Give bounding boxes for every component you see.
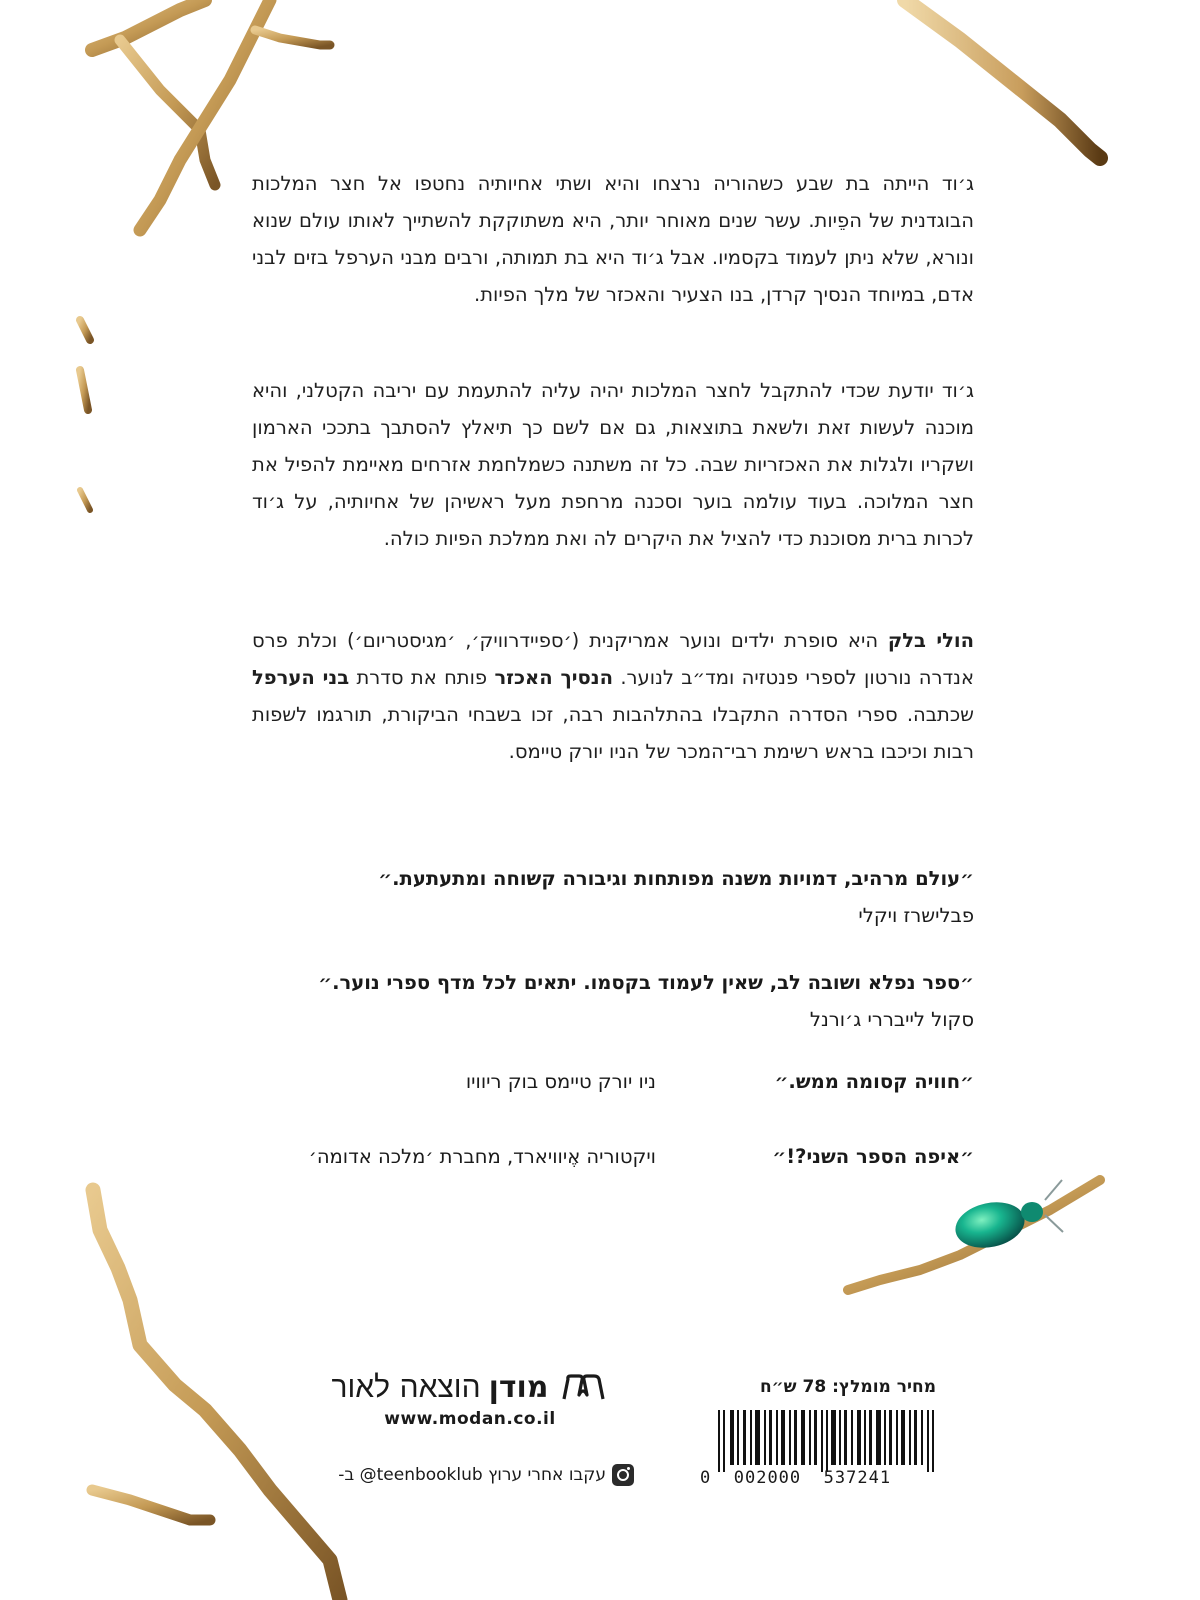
author-bio: הולי בלק היא סופרת ילדים ונוער אמריקנית (׳ספיידרוויק׳, ׳מגיסטריום׳) וכלת פרס אנדרה נורטון לספרי פנטזיה ומד״ב לנוער. הנסיך האכזר פותח את סדרת בני הערפל שכתבה. ספרי הסדרה התקבלו בהתלהבות רבה, זכו בשבחי הביקורת, תורגמו לשפות רבות וכיכבו בראש רשימת רבי־המכר של הניו יורק טיימס. bbox=[252, 629, 974, 763]
book-title: הנסיך האכזר bbox=[494, 666, 614, 689]
recommended-price: מחיר מומלץ: 78 ש״ח bbox=[759, 1377, 936, 1397]
publisher-name: מודן bbox=[488, 1370, 549, 1405]
publisher-block bbox=[300, 1370, 640, 1429]
beetle-illustration bbox=[951, 1180, 1063, 1254]
publisher-tagline: הוצאה לאור bbox=[331, 1370, 481, 1405]
synopsis-paragraph-1: ג׳וד הייתה בת שבע כשהוריה נרצחו והיא ושתי אחיותיה נחטפו אל חצר המלכות הבוגדנית של הפֵיות. עשר שנים מאוחר יותר, היא משתוקקת להשתייך לאותו עולם שנוא ונורא, שלא ניתן לעמוד בקסמיו. אבל ג׳וד היא בת תמותה, ורבים מבני הערפל בזים לבני אדם, במיוחד הנסיך קרדן, בנו הצעיר והאכזר של מלך הפיות. bbox=[252, 172, 974, 306]
modan-logo-icon bbox=[557, 1373, 609, 1403]
barcode-number: 0 002000 537241 bbox=[700, 1468, 892, 1488]
synopsis-paragraph-2: ג׳וד יודעת שכדי להתקבל לחצר המלכות יהיה עליה להתעמת עם יריבה הקטלני, והיא מוכנה לעשות זאת ולשאת בתוצאות, גם אם לשם כך תיאלץ להסתבך בתככי הארמון ושקריו ולגלות את האכזריות שבה. כל זה משתנה כשמלחמת אזרחים מאיימת להפיל את חצר המלוכה. בעוד עולמה בוער וסכנה מרחפת מעל ראשיהן של אחיותיה, על ג׳וד לכרות ברית מסוכנת כדי להציל את היקרים לה ואת ממלכת הפיות כולה. bbox=[252, 379, 974, 550]
review-quote: ״ספר נפלא ושובה לב, שאין לעמוד בקסמו. יתאים לכל מדף ספרי נוער.״ סקול לייבררי ג׳ורנל bbox=[318, 971, 974, 1031]
author-name: הולי בלק bbox=[887, 629, 974, 652]
barcode-bars-icon bbox=[718, 1410, 936, 1472]
series-title: בני הערפל bbox=[252, 666, 350, 689]
review-quote: ״חוויה קסומה ממש.״ ניו יורק טיימס בוק ריוויו bbox=[465, 1070, 974, 1093]
review-quote: ״איפה הספר השני?!״ ויקטוריה אֶיוויארד, מחברת ׳מלכה אדומה׳ bbox=[308, 1145, 974, 1168]
publisher-website: www.modan.co.il bbox=[384, 1409, 556, 1429]
review-quote: ״עולם מרהיב, דמויות משנה מפותחות וגיבורה קשוחה ומתעתעת.״ פבלישרז ויקלי bbox=[378, 867, 974, 927]
instagram-icon bbox=[612, 1464, 634, 1486]
social-follow-line: עקבו אחרי ערוץ @teenbooklub ב- bbox=[304, 1464, 634, 1486]
instagram-handle: @teenbooklub bbox=[359, 1465, 483, 1485]
